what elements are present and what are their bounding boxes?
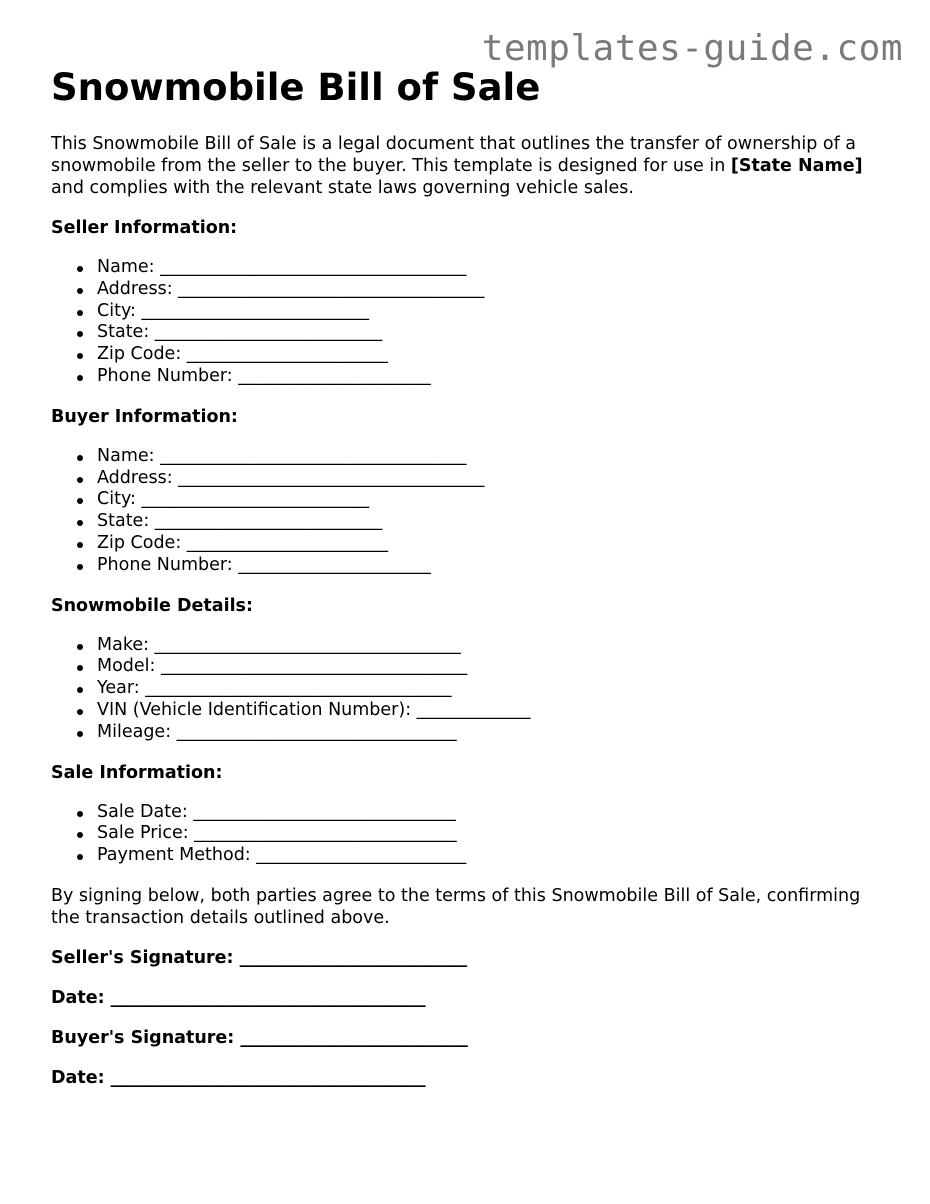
buyer-phone-field[interactable]: Phone Number: ______________________ (97, 555, 891, 577)
seller-field-list (51, 257, 891, 388)
snowmobile-field-list (51, 635, 891, 744)
sale-field-list (51, 802, 891, 867)
intro-text-after: and complies with the relevant state laws governing vehicle sales. (51, 178, 634, 198)
buyer-name-field[interactable]: Name: ___________________________________ (97, 446, 891, 468)
seller-city-field[interactable]: City: __________________________ (97, 301, 891, 323)
model-field[interactable]: Model: ___________________________________ (97, 656, 891, 678)
sale-section-heading: Sale Information: (51, 762, 223, 783)
mileage-field[interactable]: Mileage: ________________________________ (97, 722, 891, 744)
document-body (51, 64, 891, 1089)
buyer-date-line[interactable]: Date: ____________________________________ (51, 1067, 426, 1088)
seller-date-line[interactable]: Date: ____________________________________ (51, 987, 426, 1008)
state-name-placeholder: [State Name] (730, 156, 863, 176)
seller-phone-field[interactable]: Phone Number: ______________________ (97, 366, 891, 388)
buyer-state-field[interactable]: State: __________________________ (97, 511, 891, 533)
buyer-signature-line[interactable]: Buyer's Signature: __________________________ (51, 1027, 468, 1048)
agreement-paragraph: By signing below, both parties agree to the terms of this Snowmobile Bill of Sale, confirming the transaction details outlined above. (51, 885, 861, 928)
seller-address-field[interactable]: Address: ___________________________________ (97, 279, 891, 301)
year-field[interactable]: Year: ___________________________________ (97, 678, 891, 700)
buyer-address-field[interactable]: Address: ___________________________________ (97, 468, 891, 490)
seller-signature-line[interactable]: Seller's Signature: __________________________ (51, 947, 468, 968)
sale-date-field[interactable]: Sale Date: ______________________________ (97, 802, 891, 824)
snowmobile-section-heading: Snowmobile Details: (51, 595, 253, 616)
seller-state-field[interactable]: State: __________________________ (97, 322, 891, 344)
site-watermark: templates-guide.com (481, 28, 903, 69)
buyer-section-heading: Buyer Information: (51, 406, 238, 427)
intro-text-before: This Snowmobile Bill of Sale is a legal document that outlines the transfer of ownership of a snowmobile from the seller to the buyer. This template is designed for use in (51, 134, 857, 176)
seller-section-heading: Seller Information: (51, 218, 238, 238)
seller-name-field[interactable]: Name: ___________________________________ (97, 257, 891, 279)
intro-paragraph (51, 133, 891, 199)
seller-zip-field[interactable]: Zip Code: _______________________ (97, 344, 891, 366)
sale-price-field[interactable]: Sale Price: ______________________________ (97, 823, 891, 845)
buyer-city-field[interactable]: City: __________________________ (97, 489, 891, 511)
buyer-zip-field[interactable]: Zip Code: _______________________ (97, 533, 891, 555)
payment-method-field[interactable]: Payment Method: ________________________ (97, 845, 891, 867)
vin-field[interactable]: VIN (Vehicle Identification Number): _____________ (97, 700, 891, 722)
page-title: Snowmobile Bill of Sale (51, 66, 541, 109)
buyer-field-list (51, 446, 891, 577)
make-field[interactable]: Make: ___________________________________ (97, 635, 891, 657)
